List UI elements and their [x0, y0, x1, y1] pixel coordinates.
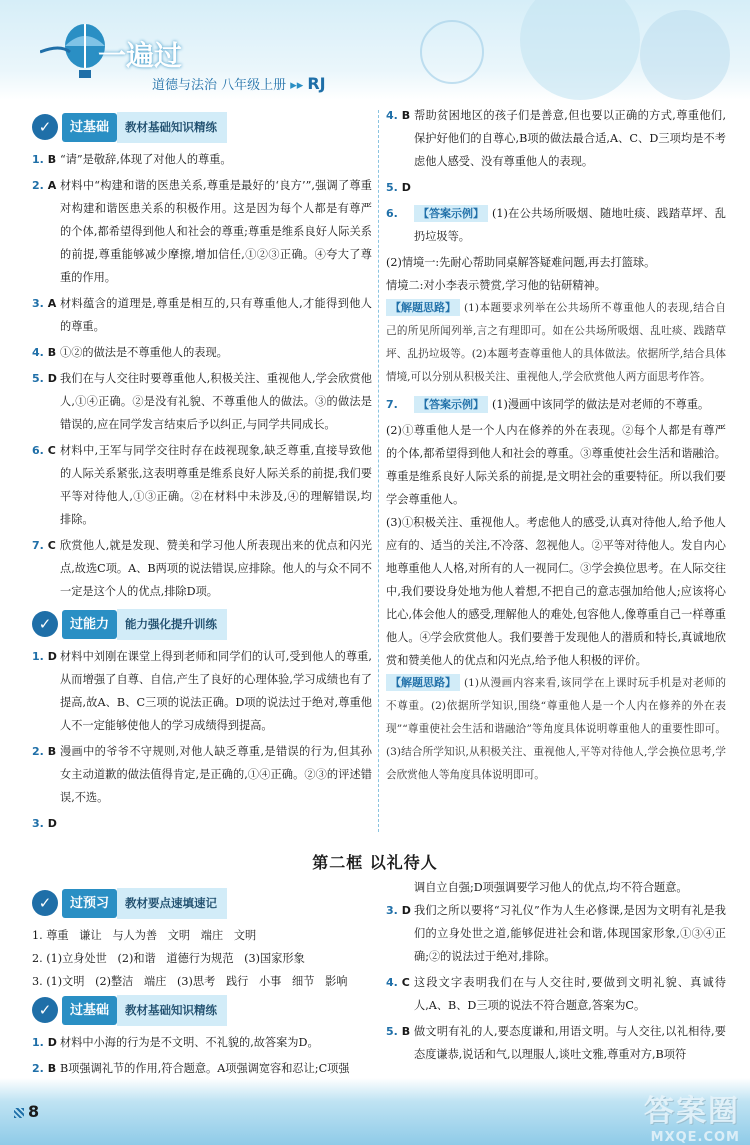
banner-title: 过基础 [62, 113, 117, 142]
answer-number [32, 740, 60, 809]
answer-number [32, 367, 60, 436]
watermark-url: MXQE.COM [650, 1130, 740, 1145]
answer-text: ①②的做法是不尊重他人的表现。 [60, 346, 228, 359]
answer-text: 材料蕴含的道理是,尊重是相互的,只有尊重他人,才能得到他人的尊重。 [60, 297, 372, 333]
answer-text: 材料中“构建和谐的医患关系,尊重是最好的‘良方’”,强调了尊重对构建和谐医患关系的积极作用。这是因为每个人都是有尊严的个体,都希望得到他人和社会的尊重;尊重是维系良好人际关系的前提,尊重能够减少摩擦,增加信任,①②③正确。④夸大了尊重的作用。 [60, 179, 372, 284]
watermark-logo-text: 答案圈 [644, 1094, 740, 1129]
banner-title: 过基础 [62, 996, 117, 1025]
page-marker-icon [14, 1108, 24, 1118]
left-column [32, 110, 372, 838]
answer-text: 我们之所以要将“习礼仪”作为人生必修课,是因为文明有礼是我们的立身处世之道,能够促进社会和谐,体现国家形象,①③④正确;②的说法过于绝对,排除。 [414, 904, 726, 963]
banner-subtitle: 能力强化提升训练 [117, 609, 227, 640]
answer-text: 漫画中的爷爷不守规则,对他人缺乏尊重,是错误的行为,但其孙女主动道歉的做法值得肯定,是正确的,①④正确。②③的评述错误,不选。 [60, 745, 372, 804]
right-column [386, 104, 726, 787]
page-number: 8 [28, 1102, 40, 1121]
decorative-circle [520, 0, 640, 100]
answer-number [32, 341, 60, 364]
check-icon: ✓ [32, 114, 58, 140]
analysis-label: 【解题思路】 [386, 674, 460, 691]
answer-body [414, 202, 726, 248]
answer-list [32, 148, 372, 603]
question-number: 2. [32, 179, 44, 192]
question-number: 3. [32, 297, 44, 310]
check-icon: ✓ [32, 611, 58, 637]
answer-letter: D [47, 372, 57, 385]
answer-letter: D [401, 181, 411, 194]
decorative-circle [640, 10, 730, 100]
answer-text: B项强调礼节的作用,符合题意。A项强调宽容和忍让;C项强 [60, 1062, 350, 1075]
answer-item [32, 740, 372, 809]
answer-number [386, 1020, 414, 1066]
answer-text: 我们在与人交往时要尊重他人,积极关注、重视他人,学会欣赏他人,①④正确。②是没有礼貌、不尊重他人的做法。③的做法是错误的,应在同学发言结束后予以纠正,与同学共同成长。 [60, 372, 372, 431]
answer-item [32, 645, 372, 737]
fill-line: 2. (1)立身处世 (2)和谐 道德行为规范 (3)国家形象 [32, 952, 305, 965]
banner-title: 过预习 [62, 889, 117, 918]
answer-letter: C [47, 539, 56, 552]
answer-item [32, 439, 372, 531]
banner-title: 过能力 [62, 610, 117, 639]
answer-item [32, 1031, 372, 1054]
section-banner-basics-2 [32, 995, 372, 1025]
analysis-block [386, 672, 726, 787]
section-banner-basics [32, 112, 372, 142]
watermark [644, 1086, 740, 1145]
answer-example-label: 【答案示例】 [414, 396, 488, 413]
question-number: 3. [386, 904, 398, 917]
answer-item [386, 1020, 726, 1066]
answer-text: “请”是敬辞,体现了对他人的尊重。 [60, 153, 232, 166]
check-icon: ✓ [32, 997, 58, 1023]
answer-text: 材料中小海的行为是不文明、不礼貌的,故答案为D。 [60, 1036, 319, 1049]
answer-item [386, 104, 726, 173]
analysis-block [386, 297, 726, 389]
answer-number [32, 439, 60, 531]
answer-letter: B [47, 153, 57, 166]
answer-text: (1)漫画中该同学的做法是对老师的不尊重。 [492, 398, 710, 411]
answer-item-6 [386, 202, 726, 248]
subtitle-text: 道德与法治 八年级上册 [152, 78, 287, 93]
answer-paragraph: (2)①尊重他人是一个人内在修养的外在表现。②每个人都是有尊严的个体,都希望得到他人和社会的尊重。③尊重使社会生活和谐融洽。尊重是维系良好人际关系的前提,是文明社会的重要特征。所以我们要学会尊重他人。 [386, 424, 726, 506]
arrow-icon: ▸▸ [290, 78, 304, 93]
answer-number [32, 1057, 60, 1080]
answer-letter: D [401, 904, 411, 917]
answer-body [414, 393, 726, 416]
answer-letter: D [47, 817, 57, 830]
question-number: 2. [32, 745, 44, 758]
answer-item [32, 174, 372, 289]
answer-text: (1)在公共场所吸烟、随地吐痰、践踏草坪、乱扔垃圾等。 [414, 207, 726, 243]
question-number: 6. [32, 444, 44, 457]
answer-number [32, 534, 60, 603]
answer-text [414, 176, 726, 199]
answer-letter: D [47, 650, 57, 663]
question-number: 1. [32, 650, 44, 663]
banner-subtitle: 教材基础知识精练 [117, 112, 227, 143]
answer-number [386, 899, 414, 968]
answer-list [386, 104, 726, 199]
answer-text: 材料中,王军与同学交往时存在歧视现象,缺乏尊重,直接导致他的人际关系紧张,这表明尊重是维系良好人际关系的前提,我们要平等对待他人,①③正确。②在材料中未涉及,④的理解错误,均排除。 [60, 444, 372, 526]
answer-letter: D [47, 1036, 57, 1049]
edition-tag: RJ [307, 74, 326, 93]
fill-list [32, 924, 372, 993]
answer-number [32, 812, 60, 835]
section2-right-column [386, 876, 726, 1069]
answer-text: 做文明有礼的人,要态度谦和,用语文明。与人交往,以礼相待,要态度谦恭,说话和气,以理服人,谈吐文雅,尊重对方,B项符 [414, 1025, 726, 1061]
section-banner-preview [32, 888, 372, 918]
answer-paragraph: (3)①积极关注、重视他人。考虑他人的感受,认真对待他人,给予他人应有的、适当的关注,不冷落、忽视他人。②平等对待他人。发自内心地尊重他人人格,对所有的人一视同仁。③学会换位思考。在人际交往中,我们要设身处地为他人着想,不把自己的意志强加给他人;应该将心比心,体会他人的感受,理解他人的难处,包容他人,像尊重自己一样尊重他人。④学会欣赏他人。我们要善于发现他人的潜质和特长,真诚地欣赏和赞美他人的优点和闪光点,给予他人积极的评价。 [386, 516, 726, 667]
answer-text: 欣赏他人,就是发现、赞美和学习他人所表现出来的优点和闪光点,故选C项。A、B两项的说法错误,应排除。他人的与众不同不一定是这个人的优点,排除D项。 [60, 539, 372, 598]
answer-number [386, 176, 414, 199]
page-footer [0, 1078, 750, 1145]
answer-list [32, 1031, 372, 1080]
question-number: 7. [32, 539, 44, 552]
answer-item [386, 899, 726, 968]
question-number: 3. [32, 817, 44, 830]
brand-title: 一遍过 [98, 39, 183, 72]
answer-list [386, 899, 726, 1066]
continued-text: 调自立自强;D项强调要学习他人的优点,均不符合题意。 [414, 881, 688, 894]
answer-letter: C [47, 444, 56, 457]
question-number: 4. [386, 109, 398, 122]
answer-paragraph: (2)情境一:先耐心帮助同桌解答疑难问题,再去打篮球。 [386, 256, 656, 269]
answer-letter: C [401, 976, 410, 989]
answer-number [32, 174, 60, 289]
question-number: 5. [32, 372, 44, 385]
answer-number [386, 104, 414, 173]
answer-number [386, 971, 414, 1017]
answer-example-label: 【答案示例】 [414, 205, 488, 222]
answer-item [32, 341, 372, 364]
column-divider [378, 110, 379, 832]
answer-item [32, 812, 372, 835]
answer-letter: B [401, 109, 411, 122]
analysis-label: 【解题思路】 [386, 299, 460, 316]
analysis-text: (1)从漫画内容来看,该同学在上课时玩手机是对老师的不尊重。(2)依据所学知识,围绕“尊重他人是一个人内在修养的外在表现”“尊重使社会生活和谐融洽”等角度具体说明尊重他人的重要性即可。(3)结合所学知识,从积极关注、重视他人,平等对待他人,学会换位思考,学会欣赏他人等角度具体说明即可。 [386, 677, 726, 781]
answer-number: 6. [386, 207, 398, 220]
section-title: 第二框 以礼待人 [312, 853, 438, 872]
fill-line: 3. (1)文明 (2)整洁 端庄 (3)思考 践行 小事 细节 影响 [32, 975, 348, 988]
answer-letter: A [47, 297, 57, 310]
answer-letter: B [401, 1025, 411, 1038]
question-number: 5. [386, 181, 398, 194]
answer-item [32, 292, 372, 338]
banner-subtitle: 教材基础知识精练 [117, 995, 227, 1026]
question-number: 1. [32, 1036, 44, 1049]
answer-number [32, 292, 60, 338]
answer-number [32, 645, 60, 737]
answer-number [32, 1031, 60, 1054]
question-number: 1. [32, 153, 44, 166]
answer-paragraph: 情境二:对小李表示赞赏,学习他的钻研精神。 [386, 279, 606, 292]
answer-list [32, 645, 372, 835]
question-number: 5. [386, 1025, 398, 1038]
analysis-text: (1)本题要求列举在公共场所不尊重他人的表现,结合自己的所见所闻列举,言之有理即可。如在公共场所吸烟、乱吐痰、践踏草坪、乱扔垃圾等。(2)本题考查尊重他人的具体做法。依据所学,结合具体情境,可以分别从积极关注、重视他人,学会欣赏他人两方面思考作答。 [386, 302, 726, 383]
answer-letter: B [47, 745, 57, 758]
question-number: 4. [386, 976, 398, 989]
answer-number: 7. [386, 398, 398, 411]
page-header [0, 0, 750, 100]
answer-number [32, 148, 60, 171]
answer-item [32, 148, 372, 171]
banner-subtitle: 教材要点速填速记 [117, 888, 227, 919]
answer-text: 这段文字表明我们在与人交往时,要做到文明礼貌、真诚待人,A、B、D三项的说法不符合题意,答案为C。 [414, 976, 726, 1012]
answer-item [32, 367, 372, 436]
book-subtitle [152, 74, 326, 93]
answer-item [32, 534, 372, 603]
section-banner-ability [32, 609, 372, 639]
answer-item [32, 1057, 372, 1080]
answer-letter: B [47, 346, 57, 359]
answer-text: 材料中刘刚在课堂上得到老师和同学们的认可,受到他人的尊重,从而增强了自尊、自信,产生了良好的心理体验,学习成绩也有了提高,故A、B、C三项的说法正确。D项的说法过于绝对,尊重他人不一定能够使他人的学习成绩得到提高。 [60, 650, 372, 732]
answer-item [386, 176, 726, 199]
answer-item [386, 971, 726, 1017]
question-number: 4. [32, 346, 44, 359]
decorative-ring [420, 20, 484, 84]
check-icon: ✓ [32, 890, 58, 916]
answer-letter: B [47, 1062, 57, 1075]
fill-line: 1. 尊重 谦让 与人为善 文明 端庄 文明 [32, 929, 257, 942]
answer-text: 帮助贫困地区的孩子们是善意,但也要以正确的方式,尊重他们,保护好他们的自尊心,B项的做法最合适,A、C、D三项均是不考虑他人感受、没有尊重他人的表现。 [414, 109, 726, 168]
question-number: 2. [32, 1062, 44, 1075]
section2-left-column [32, 886, 372, 1083]
answer-text [60, 812, 372, 835]
answer-letter: A [47, 179, 57, 192]
answer-item-7 [386, 393, 726, 416]
